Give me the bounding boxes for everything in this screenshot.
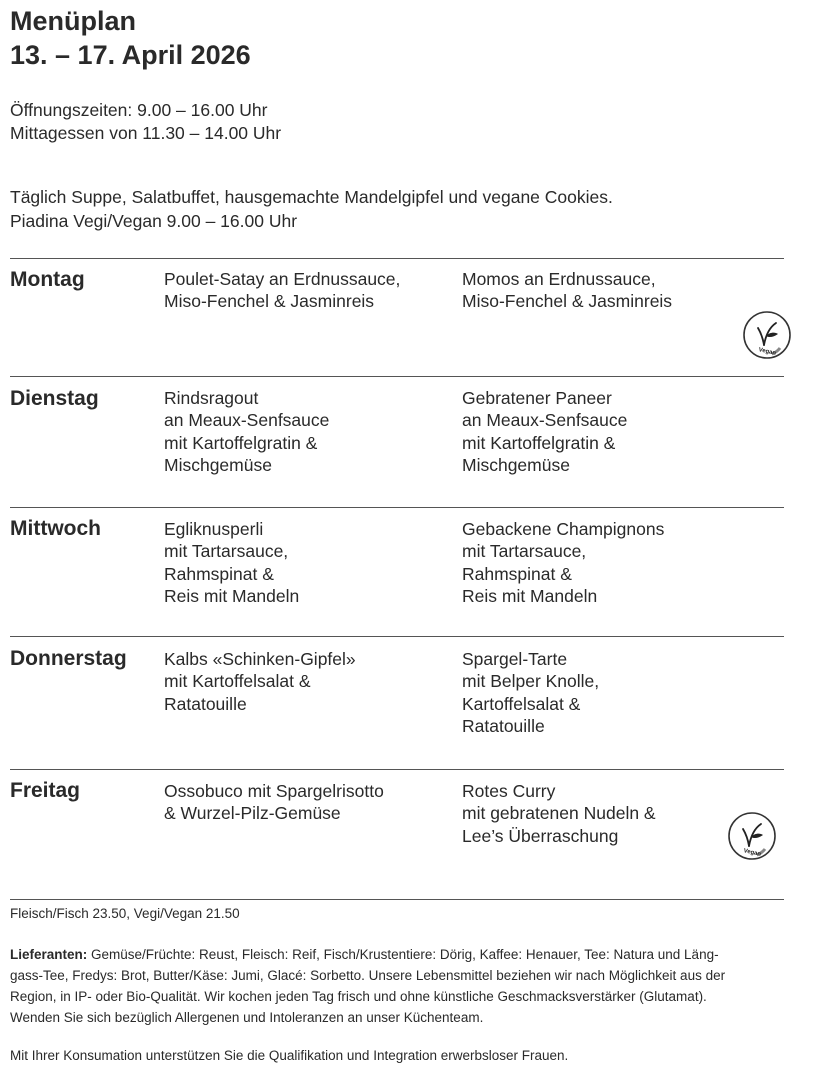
dish-line: mit Belper Knolle, [462,671,600,692]
piadina-offer: Piadina Vegi/Vegan 9.00 – 16.00 Uhr [10,211,298,231]
meat-dish-friday [164,780,384,825]
suppliers-line: Region, in IP- oder Bio-Qualität. Wir kochen jeden Tag frisch und ohne künstliche Geschmacksverstärker (Glutamat). [10,989,707,1004]
lunch-hours: Mittagessen von 11.30 – 14.00 Uhr [10,123,282,143]
veg-dish-thursday [462,648,599,738]
menu-title: Menüplan [10,6,136,36]
suppliers-label: Lieferanten: [10,947,88,962]
dish-line: mit gebratenen Nudeln & [462,803,656,824]
divider [10,636,784,637]
veg-dish-tuesday [462,387,627,477]
suppliers-line: Wenden Sie sich bezüglich Allergenen und Intoleranzen an unser Küchenteam. [10,1010,484,1025]
meat-dish-wednesday [164,518,299,608]
vegan-badge-label: Vegan [742,848,762,858]
dish-line: Ossobuco mit Spargelrisotto [164,781,384,801]
dish-line: Rotes Curry [462,781,556,801]
dish-line: Poulet-Satay an Erdnussauce, [164,269,401,289]
divider [10,258,784,259]
veg-dish-monday [462,268,672,313]
dish-line: Miso-Fenchel & Jasminreis [164,291,375,312]
dish-line: Lee’s Überraschung [462,825,619,846]
suppliers-text: Gemüse/Früchte: Reust, Fleisch: Reif, Fisch/Krustentiere: Dörig, Kaffee: Henauer, Tee: Natura und Läng- [87,947,719,962]
menu-date-range: 13. – 17. April 2026 [10,40,251,70]
suppliers-line [10,944,810,965]
veg-dish-wednesday [462,518,664,608]
day-name-tuesday: Dienstag [10,387,99,410]
dish-line: Mischgemüse [462,455,570,476]
dish-line: Ratatouille [164,693,247,714]
divider [10,507,784,508]
dish-line: Egliknusperli [164,519,264,539]
dish-line: Rindsragout [164,388,259,408]
dish-line: Mischgemüse [164,455,272,476]
suppliers-line: gass-Tee, Fredys: Brot, Butter/Käse: Jumi, Glacé: Sorbetto. Unsere Lebensmittel beziehen wir nach Möglichkeit aus der [10,968,726,983]
day-name-friday: Freitag [10,779,81,802]
dish-line: Momos an Erdnussauce, [462,269,656,289]
dish-line: Kalbs «Schinken-Gipfel» [164,649,356,669]
vegan-badge-icon [742,310,792,360]
footer-note: Mit Ihrer Konsumation unterstützen Sie die Qualifikation und Integration erwerbsloser Frauen. [10,1048,569,1063]
day-name-wednesday: Mittwoch [10,517,101,540]
meat-dish-tuesday [164,387,329,477]
price-info: Fleisch/Fisch 23.50, Vegi/Vegan 21.50 [10,906,240,921]
dish-line: Rahmspinat & [164,563,274,584]
dish-line: mit Tartarsauce, [462,541,587,562]
dish-line: mit Kartoffelsalat & [164,671,311,692]
dish-line: Gebratener Paneer [462,388,612,408]
veg-dish-friday [462,780,656,847]
day-name-thursday: Donnerstag [10,647,127,670]
dish-line: mit Kartoffelgratin & [164,432,318,453]
vegan-badge-icon [727,811,777,861]
dish-line: Reis mit Mandeln [164,586,300,607]
dish-line: Ratatouille [462,716,545,737]
daily-offer: Täglich Suppe, Salatbuffet, hausgemachte Mandelgipfel und vegane Cookies. [10,187,613,207]
dish-line: an Meaux-Senfsauce [164,410,330,431]
dish-line: Miso-Fenchel & Jasminreis [462,291,673,312]
divider [10,376,784,377]
dish-line: Reis mit Mandeln [462,586,598,607]
dish-line: Kartoffelsalat & [462,693,581,714]
vegan-badge-label: Vegan [757,347,777,357]
dish-line: mit Kartoffelgratin & [462,432,616,453]
dish-line: Gebackene Champignons [462,519,665,539]
dish-line: mit Tartarsauce, [164,541,289,562]
meat-dish-thursday [164,648,356,715]
dish-line: & Wurzel-Pilz-Gemüse [164,803,341,824]
divider [10,899,784,900]
suppliers-info [10,944,810,1028]
dish-line: Rahmspinat & [462,563,572,584]
dish-line: an Meaux-Senfsauce [462,410,628,431]
divider [10,769,784,770]
day-name-monday: Montag [10,268,85,291]
opening-hours: Öffnungszeiten: 9.00 – 16.00 Uhr [10,100,268,120]
meat-dish-monday [164,268,400,313]
dish-line: Spargel-Tarte [462,649,568,669]
